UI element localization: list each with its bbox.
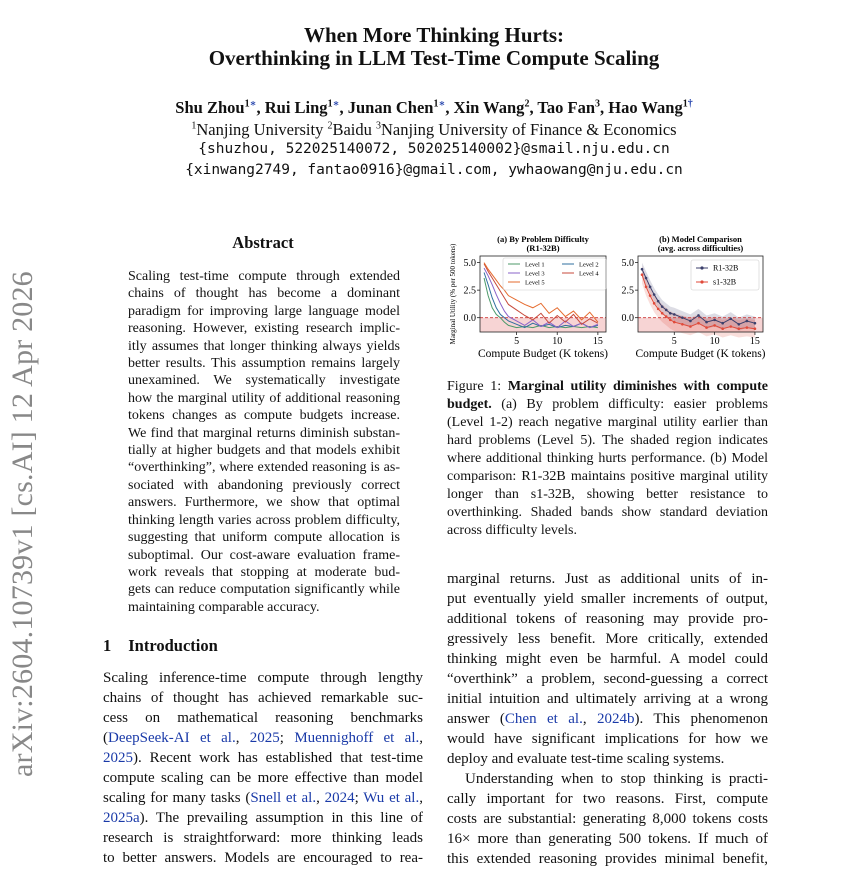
legend-marker xyxy=(700,266,703,269)
data-point xyxy=(721,322,724,325)
body-text: ; xyxy=(354,790,364,806)
figure-1 xyxy=(445,230,768,370)
data-point xyxy=(738,327,741,330)
x-tick-label: 15 xyxy=(749,336,760,347)
affiliation-mark: 1 xyxy=(191,120,197,132)
citation-link[interactable]: DeepSeek-AI et al. xyxy=(108,730,236,746)
email-line-2: {xinwang2749, fantao0916}@gmail.com, ywhaowang@nju.edu.cn xyxy=(185,162,683,178)
author-mark: 1† xyxy=(682,98,693,110)
body-text: , xyxy=(235,730,250,746)
data-point xyxy=(645,286,648,289)
body-line: marginal returns. Just as additional units of in- xyxy=(447,571,768,587)
body-line: compute scaling can be more effective than model xyxy=(103,770,423,786)
y-tick-label: 5.0 xyxy=(621,258,634,270)
body-text: , xyxy=(419,790,423,806)
data-point xyxy=(738,323,741,326)
legend-label: Level 1 xyxy=(525,261,545,269)
data-point xyxy=(661,305,664,308)
legend-label: R1-32B xyxy=(713,263,739,273)
data-point xyxy=(721,327,724,330)
section-heading xyxy=(103,636,218,656)
abstract-line: We find that marginal returns diminish substan- xyxy=(128,425,400,441)
body-line: put eventually yield smaller increments of output, xyxy=(447,591,768,607)
body-line: Understanding when to stop thinking is practi- xyxy=(465,771,768,787)
author-name: Junan Chen xyxy=(347,98,434,117)
citation-link[interactable]: 2024 xyxy=(324,790,355,806)
data-point xyxy=(641,273,644,276)
body-line: chains of thought has achieved remarkable suc- xyxy=(103,690,423,706)
body-line: deploy and evaluate test-time scaling systems. xyxy=(447,751,725,767)
author-list: Shu Zhou$^{1∗}$, Rui Ling$^{1∗}$, Junan Chen$^{1∗}$, Xin Wang$^2$, Tao Fan$^3$, Hao Wang$^{1\dagger}$ xyxy=(175,98,693,117)
abstract-line: work reveals that stopping at moderate bud- xyxy=(128,564,400,580)
body-line: would have significant implications for how we xyxy=(447,731,768,747)
section-title: Introduction xyxy=(128,636,218,655)
data-point xyxy=(754,322,757,325)
data-point xyxy=(653,293,656,296)
affiliation-list xyxy=(0,120,868,140)
figure-caption xyxy=(447,378,768,540)
affiliation-name: Nanjing University of Finance & Economics xyxy=(381,120,677,139)
data-point xyxy=(729,317,732,320)
body-line: initial intuition and ultimately arriving at a wrong xyxy=(447,691,768,707)
author-name: Xin Wang xyxy=(453,98,525,117)
citation-link[interactable]: Wu et al. xyxy=(363,790,420,806)
author-mark: 1∗ xyxy=(433,98,446,110)
data-point xyxy=(746,326,749,329)
author-name: Rui Ling xyxy=(264,98,328,117)
author-name: Shu Zhou xyxy=(175,98,245,117)
affiliation-name: Baidu xyxy=(332,120,377,139)
citation-link[interactable]: Snell et al. xyxy=(250,790,317,806)
data-point xyxy=(657,300,660,303)
data-point xyxy=(673,321,676,324)
data-point xyxy=(754,327,757,330)
abstract-line: suboptimal. Our cost-aware evaluation frame- xyxy=(128,547,400,563)
body-text: ; xyxy=(279,730,295,746)
affiliation-mark: 3 xyxy=(376,120,382,132)
body-line xyxy=(103,788,423,808)
x-tick-label: 5 xyxy=(671,336,677,347)
data-point xyxy=(649,286,652,289)
abstract-line: sociated with abandoning previously correct xyxy=(128,477,400,493)
data-point xyxy=(665,315,668,318)
body-text: scaling for many tasks ( xyxy=(103,790,251,806)
citation-link[interactable]: 2025a xyxy=(103,810,140,826)
abstract-line: “overthinking”, where extended reasoning is as- xyxy=(128,460,400,476)
abstract-line: better results. This assumption remains largely xyxy=(128,356,400,372)
abstract-body xyxy=(128,268,400,616)
chart-subtitle: (avg. across difficulties) xyxy=(657,243,744,253)
abstract-line: unexamined. We systematically investigate xyxy=(128,373,400,389)
caption-bold: Marginal utility diminishes with compute budget. xyxy=(447,379,768,412)
author-mark: 2 xyxy=(524,98,530,110)
chart-title: (b) Model Comparison xyxy=(659,234,742,244)
citation-link[interactable]: 2025 xyxy=(103,750,133,766)
data-point xyxy=(681,316,684,319)
body-line: this extended reasoning provides minimal benefit, xyxy=(447,851,768,867)
abstract-line: how the marginal utility of additional reasoning xyxy=(128,390,400,406)
x-tick-label: 5 xyxy=(514,336,520,347)
data-point xyxy=(705,321,708,324)
x-axis-label: Compute Budget (K tokens) xyxy=(635,348,766,360)
body-line: to better answers. Models are encouraged to rea- xyxy=(103,850,423,866)
data-point xyxy=(713,324,716,327)
abstract-line: tially at higher budgets and that models exhibit xyxy=(128,443,400,459)
y-tick-label: 2.5 xyxy=(621,285,634,297)
caption-label: Figure 1: xyxy=(447,379,508,394)
body-line xyxy=(447,709,768,729)
data-point xyxy=(649,294,652,297)
citation-link[interactable]: 2024b xyxy=(597,711,635,727)
citation-link[interactable]: Chen et al. xyxy=(504,711,583,727)
chart-subtitle: (R1-32B) xyxy=(526,243,560,253)
x-tick-label: 15 xyxy=(592,336,603,347)
data-point xyxy=(673,313,676,316)
abstract-line: chains of thought has become a dominant xyxy=(128,286,400,302)
legend-label: Level 2 xyxy=(579,261,599,269)
abstract-line: thinking length varies across problem difficulty, xyxy=(128,512,400,528)
data-point xyxy=(665,309,668,312)
data-point xyxy=(641,268,644,271)
chart-b xyxy=(622,234,766,360)
intro-right-column xyxy=(447,569,768,869)
legend-label: Level 3 xyxy=(525,270,545,278)
x-tick-label: 10 xyxy=(552,336,563,347)
email-line-1: {shuzhou, 522025140072, 502025140002}@smail.nju.edu.cn xyxy=(198,141,670,157)
legend-label: s1-32B xyxy=(713,277,737,287)
body-line: cally important for two reasons. First, compute xyxy=(447,791,768,807)
body-line xyxy=(103,728,423,748)
body-line: Scaling inference-time compute through lengthy xyxy=(103,670,423,686)
body-line: 16× more than generating 500 tokens. If much of xyxy=(447,831,768,847)
legend-label: Level 5 xyxy=(525,279,545,287)
y-tick-label: 5.0 xyxy=(463,258,476,270)
chart-title: (a) By Problem Difficulty xyxy=(497,234,589,244)
legend-marker xyxy=(700,280,703,283)
body-text: , xyxy=(316,790,325,806)
body-text: ). The prevailing assumption in this line of xyxy=(139,810,423,826)
chart-a xyxy=(449,234,608,360)
y-tick-label: 0.0 xyxy=(463,313,476,325)
paper-title-line1: When More Thinking Hurts: xyxy=(303,23,565,47)
data-point xyxy=(661,312,664,315)
data-point xyxy=(689,320,692,323)
data-point xyxy=(645,277,648,280)
body-text: ( xyxy=(103,730,108,746)
abstract-line: reasoning. However, existing research implic- xyxy=(128,321,400,337)
abstract-line: maintaining comparable accuracy. xyxy=(128,599,320,615)
body-line xyxy=(103,808,423,828)
data-point xyxy=(689,325,692,328)
author-mark: 1∗ xyxy=(327,98,340,110)
body-line: additional tokens of reasoning may provide pro- xyxy=(447,611,768,627)
section-number: 1 xyxy=(103,636,112,655)
body-line: gressively less benefit. More critically, extended xyxy=(447,631,768,647)
body-text: answer ( xyxy=(447,711,505,727)
abstract-line: answers. Furthermore, we show that optimal xyxy=(128,495,400,511)
paper-title-line2: Overthinking in LLM Test-Time Compute Scaling xyxy=(208,46,660,70)
body-text: , xyxy=(419,730,424,746)
data-point xyxy=(697,322,700,325)
body-line: cess on mathematical reasoning benchmarks xyxy=(103,710,423,726)
data-point xyxy=(746,320,749,323)
author-mark: 3 xyxy=(595,98,601,110)
caption-text: (a) By problem difficulty: easier problems (Level 1-2) reach negative marginal utility earlier than hard problems (Level 5). The shaded region indicates where additional thinking hurts performance. (b) Model comparison: R1-32B maintains positive marginal utility longer than s1-32B, showing better resistance to overthinking. Shaded bands show standard deviation across difficulty levels. xyxy=(447,397,768,538)
data-point xyxy=(713,319,716,322)
body-line: costs are substantial: generating 8,000 tokens costs xyxy=(447,811,768,827)
data-point xyxy=(705,326,708,329)
body-text: , xyxy=(582,711,598,727)
abstract-line: gets can reduce computation significantly while xyxy=(128,582,400,598)
x-axis-label: Compute Budget (K tokens) xyxy=(478,348,608,360)
citation-link[interactable]: 2025 xyxy=(249,730,280,746)
body-text: ). This phenomenon xyxy=(634,711,768,727)
body-line: research is straightforward: more thinking leads xyxy=(103,830,423,846)
data-point xyxy=(653,302,656,305)
abstract-line: itly assumes that longer thinking always yields xyxy=(128,338,400,354)
abstract-line: suggesting that uniform compute allocation is xyxy=(128,530,400,546)
body-line: “overthink” a problem, second-guessing a correct xyxy=(447,671,768,687)
affiliation-name: Nanjing University xyxy=(196,120,328,139)
x-tick-label: 10 xyxy=(709,336,720,347)
data-point xyxy=(697,314,700,317)
body-text: ). Recent work has established that test-time xyxy=(133,750,423,766)
legend-label: Level 4 xyxy=(579,270,599,278)
y-axis-label: Marginal Utility (% per 500 tokens) xyxy=(449,243,457,345)
y-tick-label: 2.5 xyxy=(463,285,476,297)
data-point xyxy=(729,325,732,328)
body-line: thinking might even be harmful. A model could xyxy=(447,651,768,667)
data-point xyxy=(657,308,660,311)
author-name: Hao Wang xyxy=(608,98,683,117)
affiliation-mark: 2 xyxy=(327,120,333,132)
data-point xyxy=(669,319,672,322)
y-tick-label: 0.0 xyxy=(621,313,634,325)
abstract-line: paradigm for improving large language model xyxy=(128,303,400,319)
intro-left-column xyxy=(103,668,423,868)
abstract-line: tokens changes as compute budgets increase. xyxy=(128,408,400,424)
data-point xyxy=(681,323,684,326)
abstract-heading: Abstract xyxy=(232,233,294,252)
author-name: Tao Fan xyxy=(537,98,596,117)
citation-link[interactable]: Muennighoff et al. xyxy=(294,730,420,746)
data-point xyxy=(669,312,672,315)
abstract-line: Scaling test-time compute through extended xyxy=(128,269,400,284)
arxiv-identifier: arXiv:2604.10739v1 [cs.AI] 12 Apr 2026 xyxy=(6,271,39,777)
body-line xyxy=(103,748,423,768)
author-mark: 1∗ xyxy=(244,98,257,110)
